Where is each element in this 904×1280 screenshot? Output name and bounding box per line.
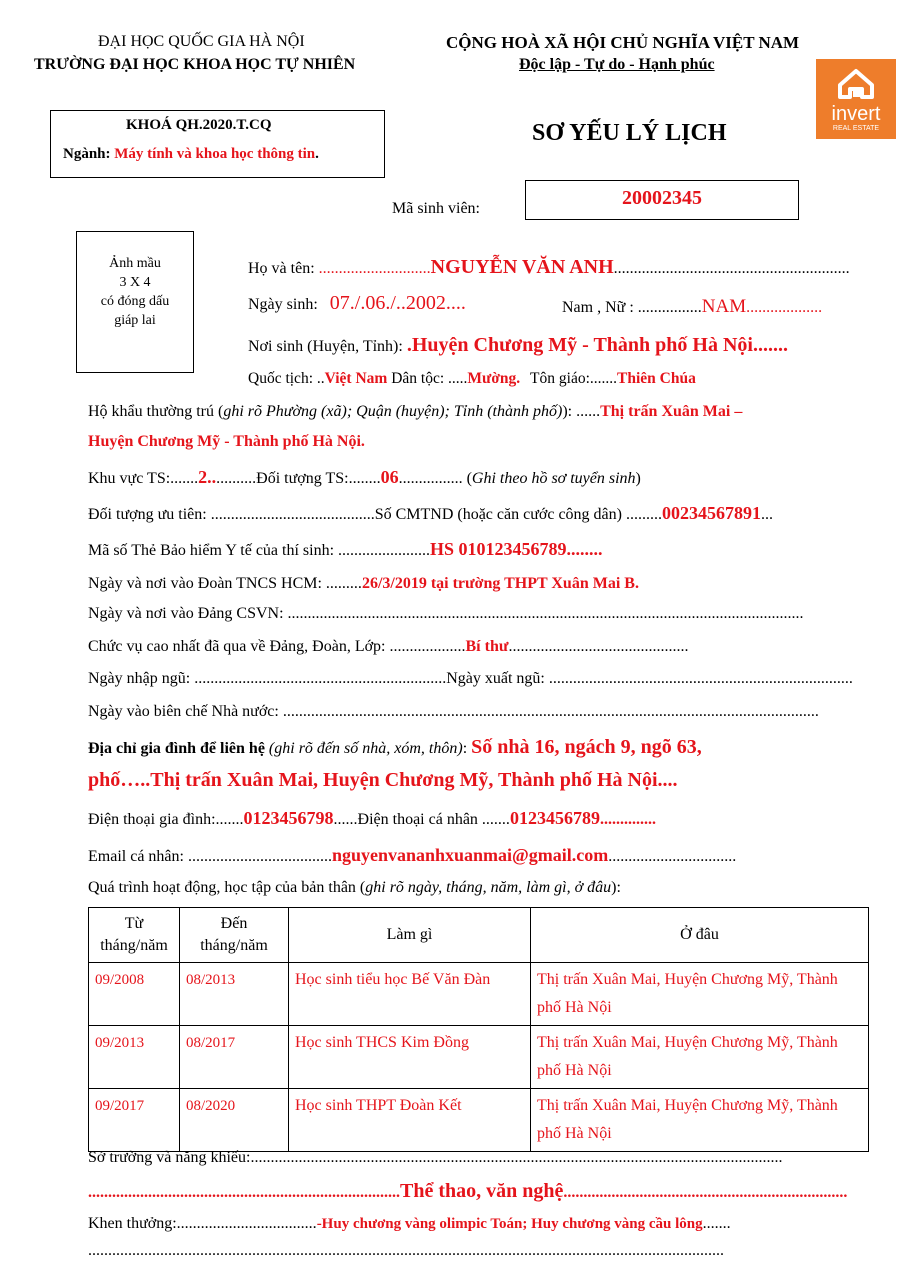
residence-label: Hộ khẩu thường trú ( xyxy=(88,403,224,420)
header-where: Ở đâu xyxy=(531,908,869,963)
home-phone-label: Điện thoại gia đình:....... xyxy=(88,811,244,828)
talents-label: Sở trường và năng khiếu:..................................................................................................................................... xyxy=(88,1149,783,1166)
position-value: Bí thư xyxy=(465,638,509,655)
awards-label: Khen thưởng:................................... xyxy=(88,1215,317,1232)
ethnic-label: Dân tộc: ..... xyxy=(391,370,468,387)
area-value: 2.. xyxy=(198,467,217,487)
residence-label-end: ): ...... xyxy=(562,403,601,420)
object-dots: ................ ( xyxy=(398,470,472,487)
dob-value: 07./.06./..2002.... xyxy=(329,292,466,314)
gender-row xyxy=(562,296,822,318)
course-code: KHOÁ QH.2020.T.CQ xyxy=(126,117,272,133)
row-from: 09/2008 xyxy=(89,963,180,1026)
object-end: ) xyxy=(635,470,641,487)
home-phone-value: 0123456798 xyxy=(243,808,334,828)
insurance-value: HS 010123456789........ xyxy=(430,539,603,559)
invert-logo xyxy=(816,59,896,139)
header-to: Đến tháng/năm xyxy=(180,908,289,963)
history-label: Quá trình hoạt động, học tập của bản thân ( xyxy=(88,879,366,896)
talents-dots-before: .............................................................................. xyxy=(88,1184,400,1201)
priority-row xyxy=(88,503,773,524)
youth-union-value: 26/3/2019 tại trường THPT Xuân Mai B. xyxy=(361,575,639,592)
nationality-value: Việt Nam xyxy=(324,370,388,387)
row-to: 08/2017 xyxy=(180,1026,289,1089)
header-what: Làm gì xyxy=(289,908,531,963)
student-id-value: 20002345 xyxy=(622,187,702,209)
personal-phone-label: ......Điện thoại cá nhân ....... xyxy=(333,811,510,828)
position-label: Chức vụ cao nhất đã qua về Đảng, Đoàn, Lớp: ................... xyxy=(88,638,466,655)
row-from: 09/2017 xyxy=(89,1089,180,1152)
faculty-name: TRƯỜNG ĐẠI HỌC KHOA HỌC TỰ NHIÊN xyxy=(34,56,356,73)
photo-line4: giáp lai xyxy=(114,313,156,328)
object-label: Đối tượng TS:........ xyxy=(256,470,381,487)
logo-subtext: REAL ESTATE xyxy=(832,125,880,132)
page-title: SƠ YẾU LÝ LỊCH xyxy=(532,120,727,146)
civil-row: Ngày vào biên chế Nhà nước: ...................................................................................................................................... xyxy=(88,703,819,720)
dob-row xyxy=(248,292,466,315)
nationality-label: Quốc tịch: .. xyxy=(248,370,325,387)
dob-label: Ngày sinh: xyxy=(248,296,318,313)
header-from: Từ tháng/năm xyxy=(89,908,180,963)
row-what: Học sinh tiểu học Bế Văn Đàn xyxy=(289,963,531,1026)
awards-value: -Huy chương vàng olimpic Toán; Huy chương vàng cầu lông xyxy=(316,1216,703,1232)
gender-label: Nam , Nữ : ................ xyxy=(562,299,702,316)
residence-hint: ghi rõ Phường (xã); Quận (huyện); Tỉnh (thành phố) xyxy=(223,403,563,420)
personal-phone-value: 0123456789 xyxy=(509,808,600,828)
talents-dots-after: ....................................................................... xyxy=(563,1184,848,1201)
name-row xyxy=(248,256,850,279)
logo-text: invert xyxy=(831,103,881,125)
area-label: Khu vực TS:....... xyxy=(88,470,199,487)
priority-label: Đối tượng ưu tiên: .........................................Số CMTND (hoặc căn cước công dân) ......... xyxy=(88,506,662,523)
history-label-end: ): xyxy=(611,879,621,896)
row-where: Thị trấn Xuân Mai, Huyện Chương Mỹ, Thành phố Hà Nội xyxy=(531,963,869,1026)
citizen-id-value: 00234567891 xyxy=(661,503,761,523)
birthplace-label: Nơi sinh (Huyện, Tỉnh): xyxy=(248,338,407,355)
family-address-label: Địa chỉ gia đình để liên hệ xyxy=(88,740,265,757)
phones-row xyxy=(88,808,656,829)
party-row: Ngày và nơi vào Đảng CSVN: ................................................................................................................................. xyxy=(88,605,804,622)
major-label: Ngành: xyxy=(63,146,111,162)
ethnic-value: Mường. xyxy=(467,370,521,387)
history-hint: ghi rõ ngày, tháng, năm, làm gì, ở đâu xyxy=(365,879,612,896)
email-dots: ................................ xyxy=(608,848,737,865)
talents-row xyxy=(88,1180,847,1203)
university-name: ĐẠI HỌC QUỐC GIA HÀ NỘI xyxy=(98,33,305,50)
military-row: Ngày nhập ngũ: ...............................................................Ngày xuất ngũ: ............................................................................ xyxy=(88,670,853,687)
history-table xyxy=(88,907,869,1152)
family-address-hint: (ghi rõ đến số nhà, xóm, thôn) xyxy=(264,740,463,757)
row-from: 09/2013 xyxy=(89,1026,180,1089)
residence-value2: Huyện Chương Mỹ - Thành phố Hà Nội. xyxy=(88,433,365,450)
row-to: 08/2020 xyxy=(180,1089,289,1152)
name-dots-after: ........................................................... xyxy=(613,260,850,277)
birthplace-value: .Huyện Chương Mỹ - Thành phố Hà Nội....... xyxy=(406,334,788,356)
email-value[interactable]: nguyenvananhxuanmai@gmail.com xyxy=(331,845,609,865)
photo-line2: 3 X 4 xyxy=(119,275,151,290)
major-value: Máy tính và khoa học thông tin xyxy=(114,146,316,162)
exam-row xyxy=(88,467,641,488)
family-address-row xyxy=(88,736,702,759)
photo-line1: Ảnh mầu xyxy=(109,256,161,271)
email-row xyxy=(88,845,736,866)
insurance-row xyxy=(88,539,603,560)
major-end: . xyxy=(315,146,319,162)
family-address-value1: Số nhà 16, ngách 9, ngõ 63, xyxy=(471,736,702,758)
family-address-value2: phố…..Thị trấn Xuân Mai, Huyện Chương Mỹ, Thành phố Hà Nội.... xyxy=(88,769,678,791)
table-row xyxy=(89,1089,869,1152)
row-to: 08/2013 xyxy=(180,963,289,1026)
country-name: CỘNG HOÀ XÃ HỘI CHỦ NGHĨA VIỆT NAM xyxy=(446,33,800,52)
personal-phone-dots: .............. xyxy=(599,811,656,828)
insurance-label: Mã số Thẻ Bảo hiểm Y tế của thí sinh: ....................... xyxy=(88,542,431,559)
student-id-box xyxy=(525,180,799,220)
awards-dots: ....... xyxy=(702,1215,731,1232)
awards-extra-line: ............................................................................................................................................................... xyxy=(88,1242,724,1259)
position-dots: ............................................. xyxy=(508,638,689,655)
history-header-row xyxy=(89,908,869,963)
residence-value1: Thị trấn Xuân Mai – xyxy=(600,403,743,420)
row-where: Thị trấn Xuân Mai, Huyện Chương Mỹ, Thành phố Hà Nội xyxy=(531,1089,869,1152)
youth-union-label: Ngày và nơi vào Đoàn TNCS HCM: ......... xyxy=(88,575,362,592)
family-address-colon: : xyxy=(462,740,472,757)
object-value: 06 xyxy=(380,467,399,487)
awards-row xyxy=(88,1215,731,1233)
student-id-label: Mã sinh viên: xyxy=(392,200,480,217)
object-hint: Ghi theo hồ sơ tuyển sinh xyxy=(471,470,636,487)
row-what: Học sinh THPT Đoàn Kết xyxy=(289,1089,531,1152)
name-value: NGUYỄN VĂN ANH xyxy=(430,256,614,278)
table-row xyxy=(89,1026,869,1089)
citizen-id-dots: ... xyxy=(760,506,773,523)
nationality-row xyxy=(248,370,696,388)
area-dots: .......... xyxy=(216,470,257,487)
history-label-row xyxy=(88,879,621,897)
photo-line3: có đóng dấu xyxy=(100,294,170,309)
row-where: Thị trấn Xuân Mai, Huyện Chương Mỹ, Thành phố Hà Nội xyxy=(531,1026,869,1089)
position-row xyxy=(88,638,688,656)
gender-value: NAM xyxy=(701,296,747,317)
motto: Độc lập - Tự do - Hạnh phúc xyxy=(519,56,715,73)
major-line xyxy=(63,146,319,163)
gender-dots: ................... xyxy=(746,299,823,316)
photo-box xyxy=(76,231,194,373)
name-dots: ............................ xyxy=(318,260,431,277)
talents-value: Thể thao, văn nghệ xyxy=(400,1180,564,1202)
course-box xyxy=(50,110,385,178)
birthplace-row xyxy=(248,334,788,357)
table-row xyxy=(89,963,869,1026)
name-label: Họ và tên: xyxy=(248,260,319,277)
residence-row xyxy=(88,403,742,421)
youth-union-row xyxy=(88,575,639,593)
religion-value: Thiên Chúa xyxy=(617,370,696,387)
row-what: Học sinh THCS Kim Đồng xyxy=(289,1026,531,1089)
email-label: Email cá nhân: .................................... xyxy=(88,848,332,865)
religion-label: Tôn giáo:....... xyxy=(530,370,618,387)
